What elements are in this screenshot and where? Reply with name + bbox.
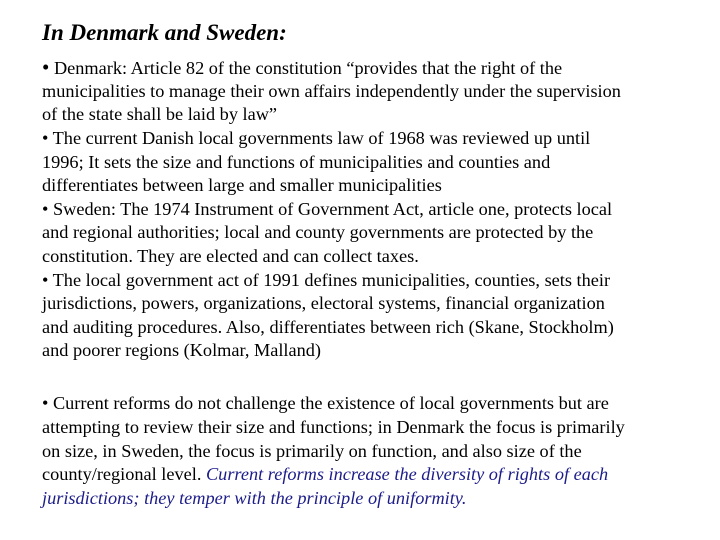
emphasis-text: jurisdictions; they temper with the principle of uniformity. — [42, 488, 467, 508]
text-line: Denmark: Article 82 of the constitution “provides that the right of the — [53, 58, 563, 78]
text-line: constitution. They are elected and can collect taxes. — [42, 246, 419, 266]
text-line: of the state shall be laid by law” — [42, 104, 278, 124]
bullet-marker: • — [42, 55, 50, 79]
text-line: on size, in Sweden, the focus is primarily on function, and also size of the — [42, 441, 582, 461]
slide-title: In Denmark and Sweden: — [42, 20, 287, 45]
text-line: • The local government act of 1991 defines municipalities, counties, sets their — [42, 270, 611, 290]
text-line: • The current Danish local governments law of 1968 was reviewed up until — [42, 128, 591, 148]
text-line: differentiates between large and smaller municipalities — [42, 175, 442, 195]
text-line: municipalities to manage their own affairs independently under the supervision — [42, 81, 621, 101]
text-line: and regional authorities; local and county governments are protected by the — [42, 222, 594, 242]
emphasis-text: Current reforms increase the diversity of rights of each — [205, 464, 609, 484]
bullet-denmark — [42, 56, 562, 79]
text-line: • Current reforms do not challenge the existence of local governments but are — [42, 393, 609, 413]
text-line: and poorer regions (Kolmar, Malland) — [42, 340, 321, 360]
text-line: jurisdictions, powers, organizations, electoral systems, financial organization — [42, 293, 605, 313]
text-segment: county/regional level. — [42, 464, 202, 484]
text-line: • Sweden: The 1974 Instrument of Government Act, article one, protects local — [42, 199, 613, 219]
text-line: attempting to review their size and functions; in Denmark the focus is primarily — [42, 417, 625, 437]
text-line: 1996; It sets the size and functions of municipalities and counties and — [42, 152, 551, 172]
text-line: and auditing procedures. Also, differentiates between rich (Skane, Stockholm) — [42, 317, 614, 337]
text-line — [42, 463, 608, 485]
